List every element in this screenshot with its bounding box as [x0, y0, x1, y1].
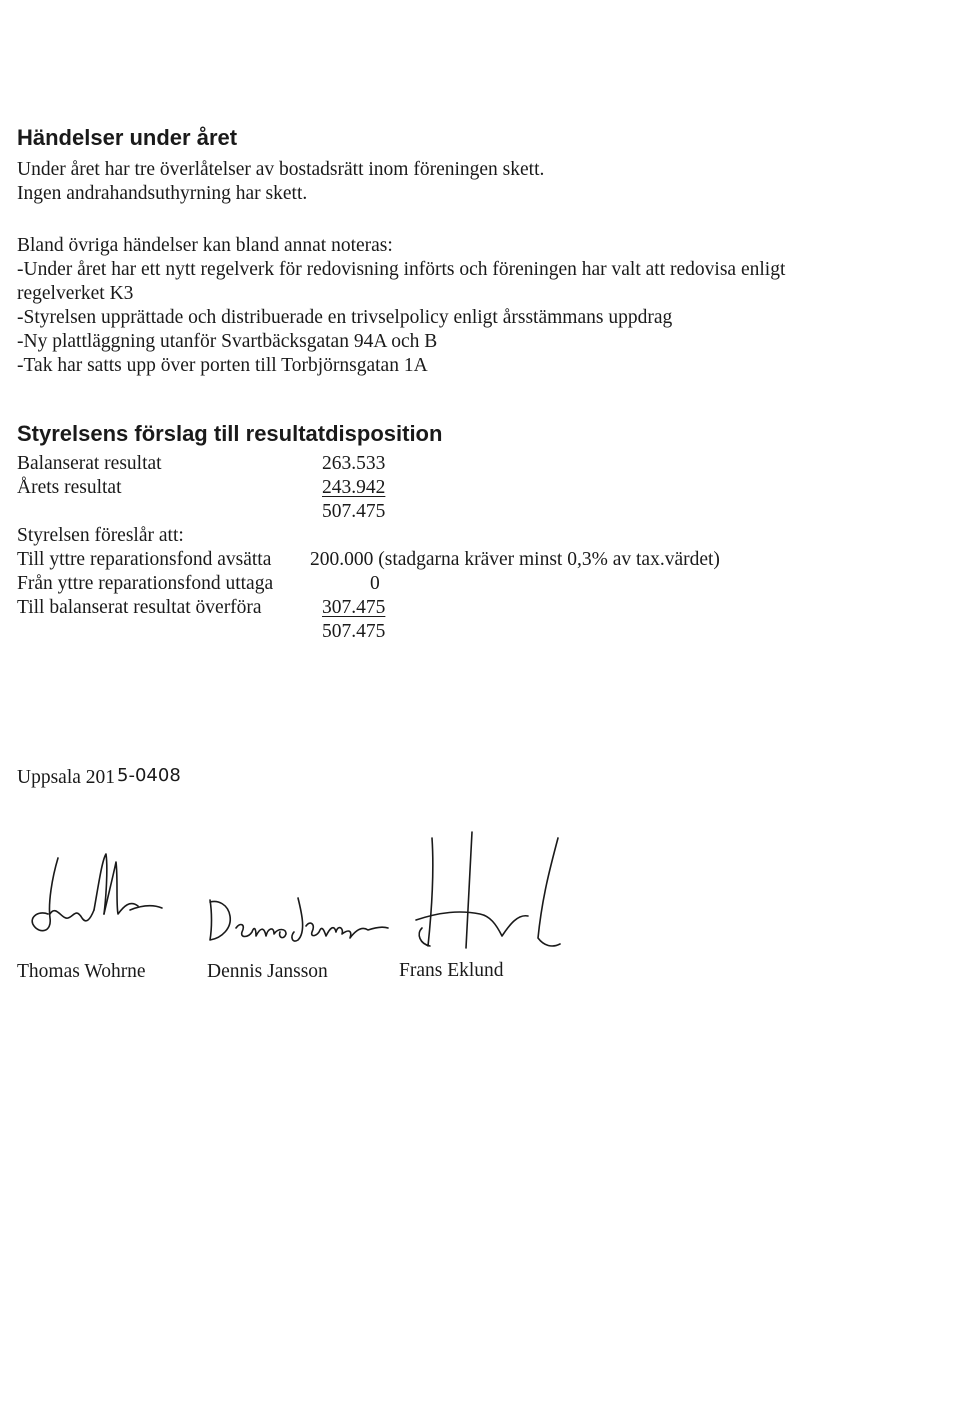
- disposition-label-arets: Årets resultat: [17, 477, 122, 498]
- signatory-name-thomas-wohrne: Thomas Wohrne: [17, 961, 146, 982]
- disposition-label-balanserat: Balanserat resultat: [17, 453, 162, 474]
- events-line-1: Under året har tre överlåtelser av bostadsrätt inom föreningen skett.: [17, 159, 545, 180]
- events-line-7: -Ny plattläggning utanför Svartbäcksgatan 94A och B: [17, 331, 438, 352]
- disposition-sum-2: 507.475: [322, 621, 386, 642]
- disposition-label-balanserat-overfora: Till balanserat resultat överföra: [17, 597, 262, 618]
- disposition-amount-balanserat-overfora: 307.475: [322, 597, 386, 618]
- events-line-8: -Tak har satts upp över porten till Torbjörnsgatan 1A: [17, 355, 428, 376]
- signing-place: Uppsala 201: [17, 767, 116, 788]
- disposition-amount-arets: 243.942: [322, 477, 386, 498]
- events-line-2: Ingen andrahandsuthyrning har skett.: [17, 183, 308, 204]
- signature-frans-eklund: [410, 828, 570, 956]
- disposition-proposal-label: Styrelsen föreslår att:: [17, 525, 184, 546]
- disposition-amount-balanserat: 263.533: [322, 453, 386, 474]
- signatory-name-frans-eklund: Frans Eklund: [399, 960, 504, 981]
- signature-dennis-jansson: [202, 888, 392, 948]
- events-line-5: regelverket K3: [17, 283, 134, 304]
- events-line-4: -Under året har ett nytt regelverk för redovisning införts och föreningen har valt att redovisa enligt: [17, 259, 786, 280]
- disposition-label-fond-uttaga: Från yttre reparationsfond uttaga: [17, 573, 274, 594]
- disposition-heading: Styrelsens förslag till resultatdisposition: [17, 421, 443, 446]
- events-line-3: Bland övriga händelser kan bland annat noteras:: [17, 235, 393, 256]
- signature-thomas-wohrne: [20, 848, 170, 940]
- disposition-label-fond-avsatta: Till yttre reparationsfond avsätta: [17, 549, 272, 570]
- signing-handwritten-date: 5-0408: [117, 765, 181, 786]
- disposition-amount-fond-avsatta: 200.000 (stadgarna kräver minst 0,3% av tax.värdet): [310, 549, 720, 570]
- disposition-amount-fond-uttaga: 0: [370, 573, 380, 594]
- disposition-sum-1: 507.475: [322, 501, 386, 522]
- events-heading: Händelser under året: [17, 125, 238, 150]
- signing-place-date: [17, 766, 179, 790]
- signatory-name-dennis-jansson: Dennis Jansson: [207, 961, 328, 982]
- events-line-6: -Styrelsen upprättade och distribuerade en trivselpolicy enligt årsstämmans uppdrag: [17, 307, 673, 328]
